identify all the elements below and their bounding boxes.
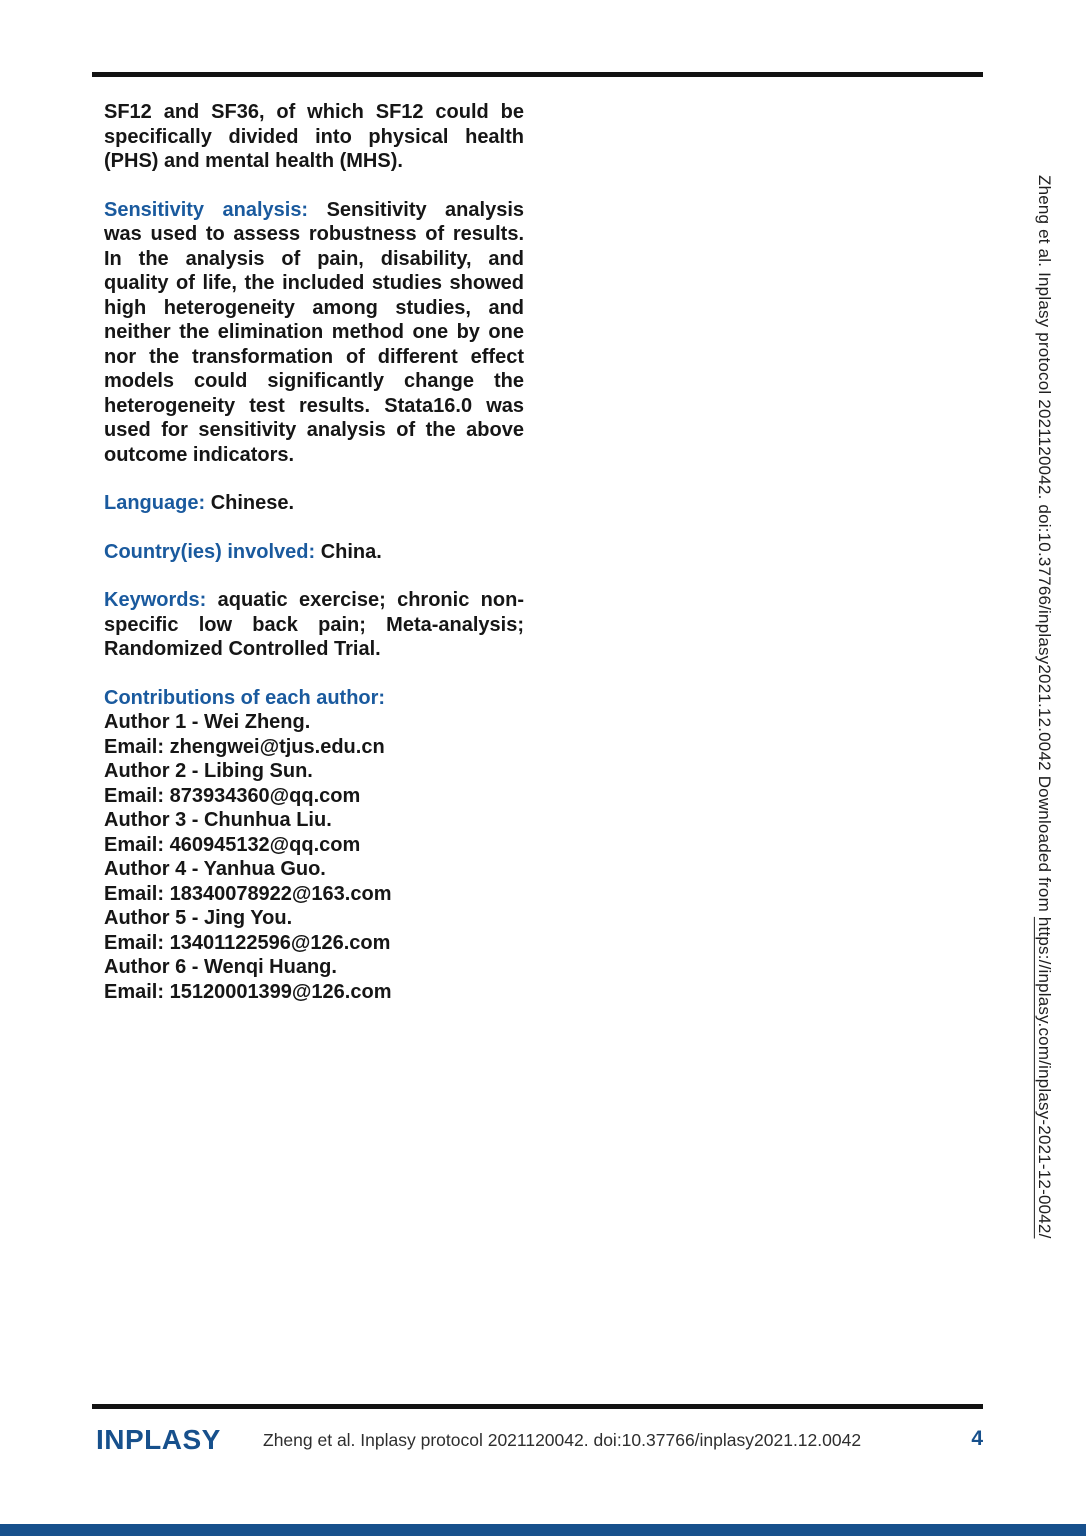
section-label: Language: (104, 492, 206, 514)
footer-rule (92, 1404, 983, 1409)
author-name-line: Author 6 - Wenqi Huang. (104, 956, 337, 978)
section-language (104, 491, 524, 516)
author-email-line: Email: 460945132@qq.com (104, 833, 361, 856)
author-email-line: Email: 13401122596@126.com (104, 931, 391, 954)
sidebar-citation-link[interactable]: https://inplasy.com/inplasy-2021-12-0042/ (1035, 916, 1054, 1239)
inplasy-logo: INPLASY (96, 1424, 221, 1455)
section-text: China. (320, 540, 382, 563)
section-text: aquatic exercise; chronic non-specific low back pain; Meta-analysis; Randomized Controlled Trial. (104, 589, 524, 660)
section-label: Keywords: (104, 589, 207, 611)
section-text: Sensitivity analysis was used to assess robustness of results. In the analysis of pain, disability, and quality of life, the included studies showed high heterogeneity among studies, and neither the elimination method one by one nor the transformation of different effect models could significantly change the heterogeneity test results. Stata16.0 was used for sensitivity analysis of the above outcome indicators. (104, 198, 524, 466)
section-country-involved (104, 540, 524, 565)
author-name-line: Author 1 - Wei Zheng. (104, 711, 311, 733)
main-text-column (104, 100, 524, 1004)
intro-paragraph (104, 100, 524, 174)
sidebar-citation-text: Zheng et al. Inplasy protocol 2021120042. doi:10.37766/inplasy2021.12.0042 Downloaded from (1035, 175, 1054, 912)
page-bottom-bar (0, 1524, 1086, 1536)
section-text: Chinese. (210, 492, 295, 514)
author-name-line: Author 3 - Chunhua Liu. (104, 809, 332, 831)
author-email-line: Email: 15120001399@126.com (104, 980, 392, 1003)
footer-citation: Zheng et al. Inplasy protocol 2021120042. doi:10.37766/inplasy2021.12.0042 (263, 1430, 862, 1450)
author-email-line: Email: 873934360@qq.com (104, 784, 361, 807)
author-name-line: Author 5 - Jing You. (104, 907, 293, 929)
author-email-line: Email: 18340078922@163.com (104, 882, 392, 905)
author-name-line: Author 2 - Libing Sun. (104, 760, 313, 782)
section-label: Country(ies) involved: (104, 540, 316, 563)
top-rule (92, 72, 983, 77)
contributions-heading: Contributions of each author: (104, 686, 386, 709)
author-name-line: Author 4 - Yanhua Guo. (104, 858, 326, 880)
section-keywords (104, 588, 524, 662)
intro-paragraph-text: SF12 and SF36, of which SF12 could be specifically divided into physical health (PHS) and mental health (MHS). (104, 101, 524, 172)
page-number: 4 (971, 1427, 983, 1450)
vertical-citation-sidebar (1034, 175, 1054, 1355)
author-email-line: Email: zhengwei@tjus.edu.cn (104, 735, 385, 758)
contributions-block (104, 686, 524, 1005)
section-sensitivity-analysis (104, 198, 524, 468)
section-label: Sensitivity analysis: (104, 198, 309, 221)
